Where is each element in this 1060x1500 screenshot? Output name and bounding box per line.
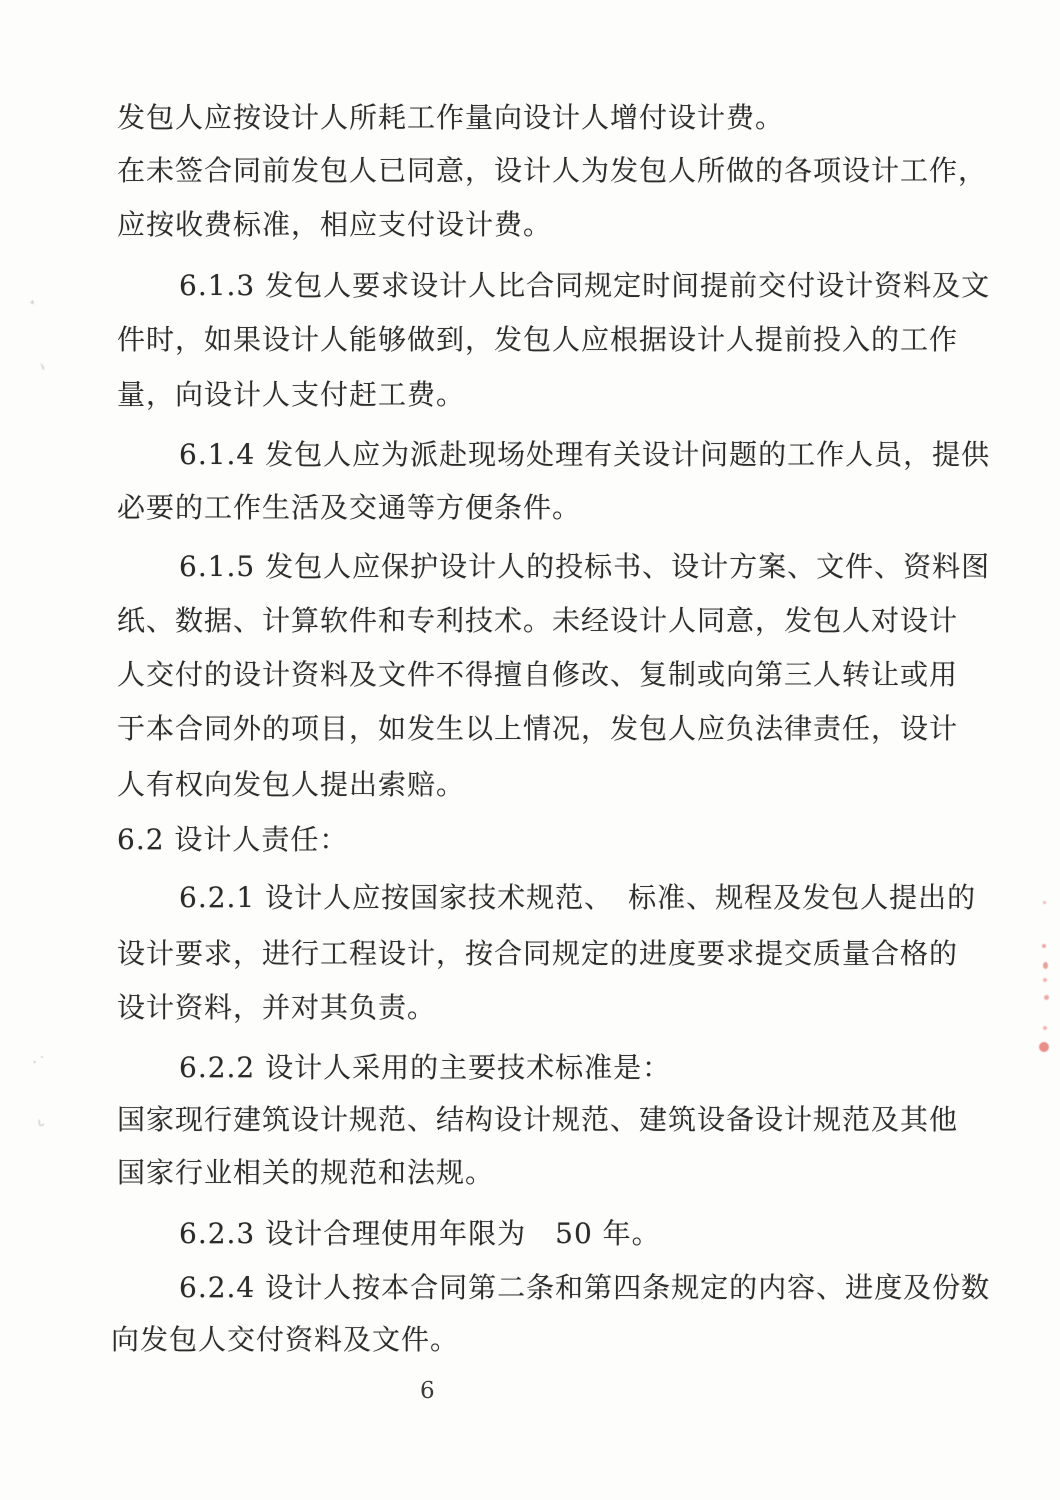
page-number: 6 (420, 1378, 435, 1404)
scan-smudge: ·˙ (30, 1052, 47, 1073)
text-line-clause-6-1-3: 6.1.3 发包人要求设计人比合同规定时间提前交付设计资料及文 (179, 269, 991, 302)
stamp-bleed-dot (1043, 1026, 1047, 1030)
text-line-clause-6-2-1: 6.2.1 设计人应按国家技术规范、 标准、规程及发包人提出的 (179, 881, 977, 914)
text-line-clause-6-1-4: 6.1.4 发包人应为派赴现场处理有关设计问题的工作人员，提供 (179, 438, 991, 471)
text-line: 纸、数据、计算软件和专利技术。未经设计人同意，发包人对设计 (117, 604, 959, 637)
scan-smudge: ヽ (31, 355, 52, 378)
text-line-clause-6-2-2: 6.2.2 设计人采用的主要技术标准是： (179, 1051, 672, 1084)
text-line: 应按收费标准，相应支付设计费。 (117, 208, 553, 241)
text-line: 必要的工作生活及交通等方便条件。 (117, 491, 582, 524)
text-line: 设计要求，进行工程设计，按合同规定的进度要求提交质量合格的 (117, 937, 959, 970)
stamp-bleed-dot (1044, 995, 1049, 1000)
text-line-clause-6-2-4: 6.2.4 设计人按本合同第二条和第四条规定的内容、进度及份数 (179, 1271, 991, 1304)
scan-smudge: ᒡ (37, 1115, 46, 1136)
text-line: 于本合同外的项目，如发生以上情况，发包人应负法律责任，设计 (117, 712, 959, 745)
text-line-clause-6-1-5: 6.1.5 发包人应保护设计人的投标书、设计方案、文件、资料图 (179, 550, 991, 583)
stamp-bleed-dot (1039, 1042, 1049, 1052)
text-line: 国家行业相关的规范和法规。 (117, 1156, 495, 1189)
text-line: 人有权向发包人提出索赔。 (117, 768, 466, 801)
text-line: 人交付的设计资料及文件不得擅自修改、复制或向第三人转让或用 (117, 658, 959, 691)
stamp-bleed-dot (1043, 962, 1048, 969)
text-line: 发包人应按设计人所耗工作量向设计人增付设计费。 (117, 101, 785, 134)
stamp-bleed-dot (1043, 978, 1047, 982)
text-line: 量，向设计人支付赶工费。 (117, 378, 466, 411)
text-line: 国家现行建筑设计规范、结构设计规范、建筑设备设计规范及其他 (117, 1103, 959, 1136)
text-line: 设计资料，并对其负责。 (117, 991, 437, 1024)
text-line: 向发包人交付资料及文件。 (111, 1323, 460, 1356)
stamp-bleed-dot (1043, 901, 1046, 904)
scan-smudge: ·̵ (27, 291, 38, 312)
text-line-clause-6-2: 6.2 设计人责任： (117, 823, 349, 856)
text-line-clause-6-2-3: 6.2.3 设计合理使用年限为 50 年。 (179, 1217, 661, 1250)
stamp-bleed-dot (1042, 944, 1046, 948)
text-line: 件时，如果设计人能够做到，发包人应根据设计人提前投入的工作 (117, 323, 959, 356)
text-line: 在未签合同前发包人已同意，设计人为发包人所做的各项设计工作， (117, 154, 988, 187)
